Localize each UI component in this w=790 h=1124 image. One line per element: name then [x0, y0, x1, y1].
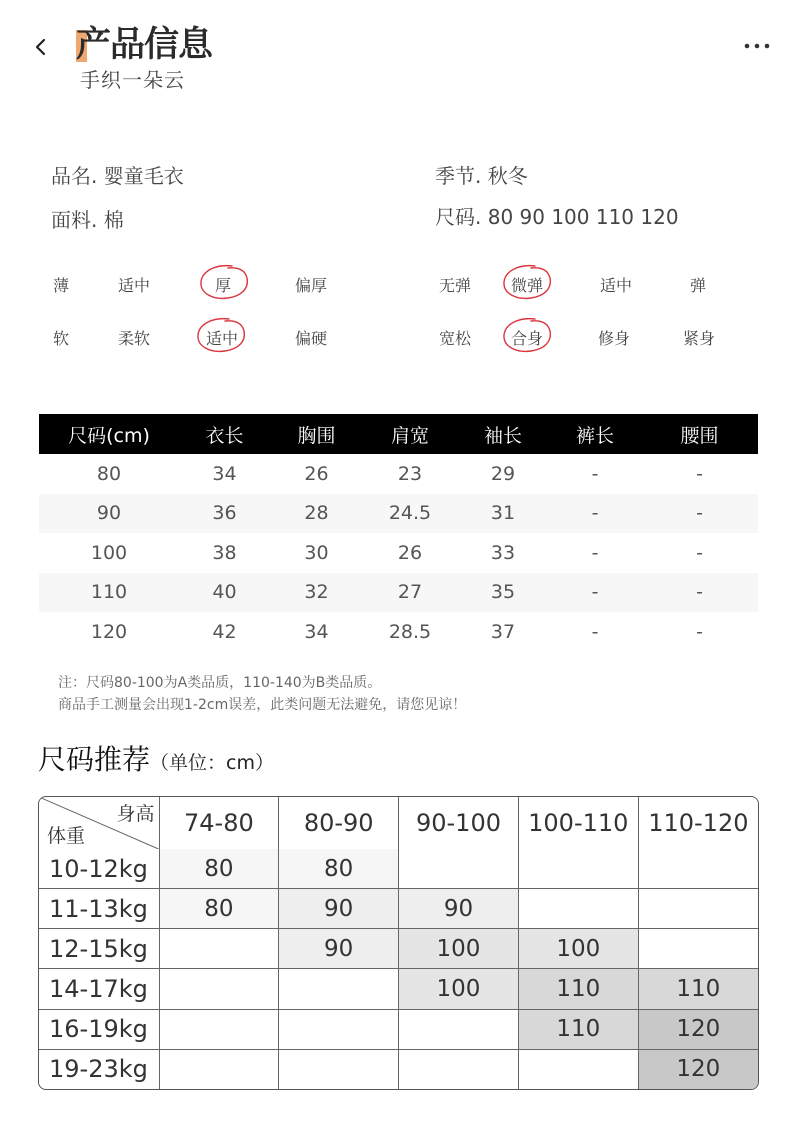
spec-cell: - [696, 541, 703, 564]
spec-cell: - [591, 541, 599, 564]
recommend-row [39, 929, 758, 969]
weight-range-label: 16-19kg [39, 1009, 159, 1049]
more-horizontal-icon[interactable] [742, 40, 772, 52]
recommend-size-cell: 80 [159, 889, 279, 929]
spec-header: 裤长 [549, 414, 641, 454]
softness-option: 柔软 [118, 329, 151, 348]
recommend-title [38, 738, 274, 778]
recommend-size-cell: 110 [518, 969, 638, 1009]
fit-option: 宽松 [439, 329, 472, 348]
spec-row [39, 454, 758, 494]
recommend-size-cell: 120 [638, 1049, 758, 1089]
spec-cell: - [591, 462, 599, 485]
spec-cell: 33 [490, 541, 516, 564]
spec-cell: - [591, 620, 599, 643]
recommend-size-cell: 90 [279, 929, 399, 969]
weight-range-label: 10-12kg [39, 849, 159, 889]
recommend-size-cell [399, 849, 519, 889]
size-spec-table [39, 414, 758, 652]
spec-cell: - [641, 494, 758, 534]
spec-cell: 29 [490, 462, 516, 485]
height-range-header: 90-100 [399, 797, 519, 849]
recommend-size-cell [518, 889, 638, 929]
elasticity-option-selected: 微弹 [511, 276, 544, 295]
spec-header: 胸围 [270, 414, 363, 454]
thickness-option: 偏厚 [295, 276, 328, 295]
recommend-size-cell [279, 969, 399, 1009]
spec-cell: 100 [90, 541, 128, 564]
weight-range-label: 12-15kg [39, 929, 159, 969]
spec-cell: 30 [304, 541, 329, 564]
recommend-size-cell [159, 1009, 279, 1049]
spec-cell: 90 [39, 494, 179, 534]
recommend-size-cell [518, 1049, 638, 1089]
recommend-size-cell: 90 [279, 889, 399, 929]
product-size: 尺码. 80 90 100 110 120 [435, 205, 679, 229]
spec-row [39, 573, 758, 613]
spec-row [39, 612, 758, 652]
spec-cell: 80 [96, 462, 122, 485]
quality-note: 注：尺码80-100为A类品质，110-140为B类品质。 [58, 675, 382, 691]
recommend-title-text: 尺码推荐 [38, 743, 151, 776]
spec-header: 衣长 [179, 414, 270, 454]
recommend-row [39, 1009, 758, 1049]
softness-option: 偏硬 [295, 329, 328, 348]
height-range-header: 110-120 [638, 797, 758, 849]
spec-cell: 31 [457, 494, 549, 534]
fit-option: 紧身 [683, 329, 716, 348]
recommend-size-cell: 80 [159, 849, 279, 889]
recommend-size-cell: 100 [399, 969, 519, 1009]
recommend-size-cell [159, 1049, 279, 1089]
spec-cell: 120 [90, 620, 128, 643]
softness-option-selected: 适中 [206, 329, 239, 348]
recommend-row [39, 849, 758, 889]
height-range-header: 80-90 [279, 797, 399, 849]
thickness-option-selected: 厚 [215, 276, 232, 295]
recommend-size-cell [399, 1049, 519, 1089]
recommend-size-cell: 110 [638, 969, 758, 1009]
size-recommend-box [38, 796, 759, 1090]
spec-cell: 28.5 [388, 620, 432, 643]
recommend-size-cell [638, 849, 758, 889]
thickness-option: 适中 [118, 276, 151, 295]
spec-cell: 28 [270, 494, 363, 534]
height-range-header: 74-80 [159, 797, 279, 849]
fit-option-selected: 合身 [511, 329, 544, 348]
recommend-size-cell: 100 [399, 929, 519, 969]
recommend-size-cell: 120 [638, 1009, 758, 1049]
spec-cell: - [549, 494, 641, 534]
product-fabric: 面料. 棉 [51, 208, 124, 232]
spec-cell: 26 [397, 541, 423, 564]
spec-cell: 38 [212, 541, 237, 564]
spec-cell: 110 [39, 573, 179, 613]
chevron-left-icon[interactable] [30, 34, 54, 60]
spec-cell: - [696, 462, 703, 485]
weight-range-label: 19-23kg [39, 1049, 159, 1089]
spec-row [39, 494, 758, 534]
recommend-size-cell [279, 1009, 399, 1049]
weight-range-label: 14-17kg [39, 969, 159, 1009]
recommend-size-cell [638, 929, 758, 969]
spec-cell: 26 [304, 462, 329, 485]
spec-header-row [39, 414, 758, 454]
measurement-note: 商品手工测量会出现1-2cm误差，此类问题无法避免，请您见谅！ [58, 697, 467, 713]
size-recommend-table [39, 797, 758, 1089]
recommend-size-cell: 110 [518, 1009, 638, 1049]
recommend-size-cell [159, 929, 279, 969]
recommend-row [39, 1049, 758, 1089]
spec-cell: 36 [179, 494, 270, 534]
recommend-size-cell [159, 969, 279, 1009]
recommend-size-cell: 90 [399, 889, 519, 929]
elasticity-option: 适中 [600, 276, 633, 295]
product-name: 品名. 婴童毛衣 [51, 164, 184, 188]
recommend-corner-cell [39, 797, 159, 849]
spec-header: 尺码(cm) [39, 414, 179, 454]
spec-cell: 34 [212, 462, 237, 485]
spec-header: 腰围 [641, 414, 758, 454]
recommend-size-cell [279, 1049, 399, 1089]
corner-weight-label: 体重 [47, 825, 86, 847]
spec-header: 肩宽 [363, 414, 457, 454]
corner-height-label: 身高 [116, 803, 155, 825]
page-subtitle: 手织一朵云 [80, 68, 185, 92]
recommend-unit: （单位：cm） [150, 752, 274, 774]
thickness-option: 薄 [53, 276, 70, 295]
product-season: 季节. 秋冬 [435, 164, 528, 188]
spec-cell: - [549, 573, 641, 613]
elasticity-option: 弹 [690, 276, 707, 295]
softness-option: 软 [53, 329, 70, 348]
height-range-header: 100-110 [518, 797, 638, 849]
page-title: 产品信息 [76, 25, 213, 65]
spec-row [39, 533, 758, 573]
spec-header: 袖长 [457, 414, 549, 454]
weight-range-label: 11-13kg [39, 889, 159, 929]
spec-cell: 23 [397, 462, 423, 485]
recommend-row [39, 969, 758, 1009]
spec-cell: 24.5 [363, 494, 457, 534]
elasticity-option: 无弹 [439, 276, 472, 295]
spec-cell: - [696, 620, 703, 643]
spec-cell: 37 [490, 620, 516, 643]
recommend-size-cell: 80 [279, 849, 399, 889]
recommend-size-cell [518, 849, 638, 889]
page-title-group [76, 24, 212, 66]
fit-option: 修身 [598, 329, 631, 348]
recommend-size-cell [399, 1009, 519, 1049]
spec-cell: 40 [179, 573, 270, 613]
spec-cell: - [641, 573, 758, 613]
spec-cell: 34 [304, 620, 329, 643]
spec-cell: 42 [212, 620, 237, 643]
recommend-header-row [39, 797, 758, 849]
recommend-size-cell [638, 889, 758, 929]
spec-cell: 27 [363, 573, 457, 613]
spec-cell: 35 [457, 573, 549, 613]
spec-cell: 32 [270, 573, 363, 613]
recommend-size-cell: 100 [518, 929, 638, 969]
recommend-row [39, 889, 758, 929]
